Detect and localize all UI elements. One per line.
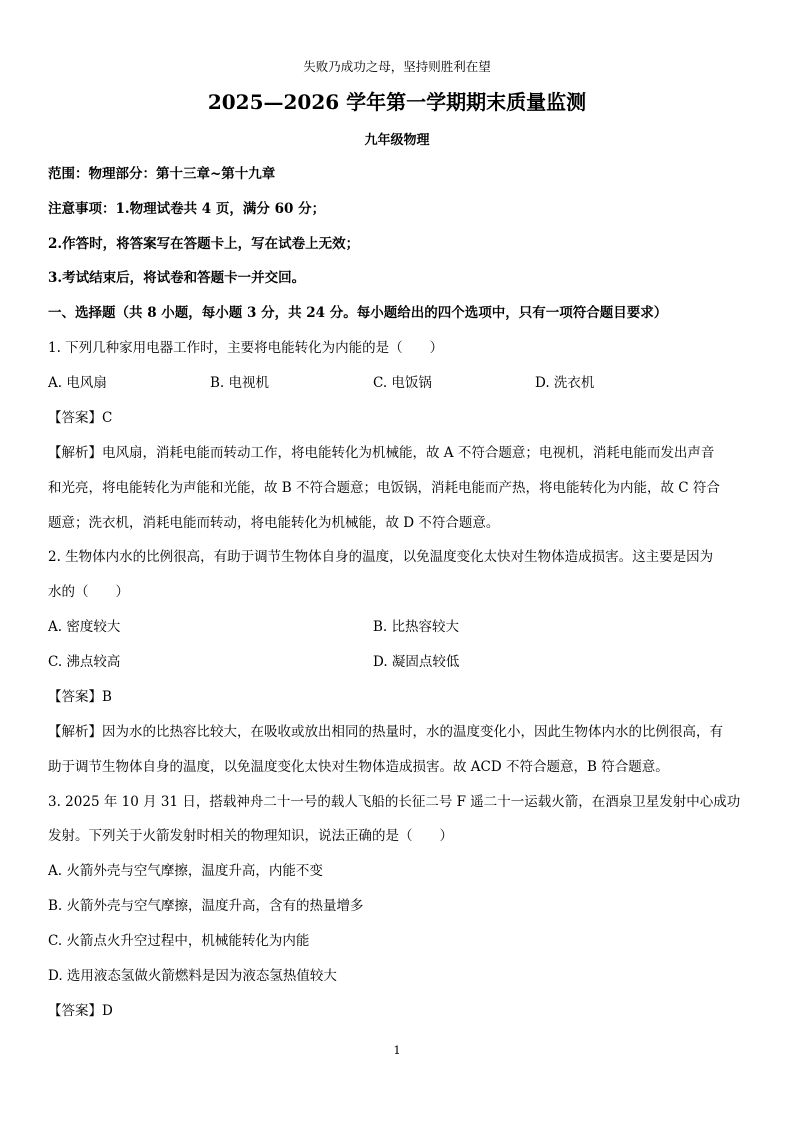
note-2: 2.作答时，将答案写在答题卡上，写在试卷上无效；: [48, 236, 360, 252]
question-2-analysis-line: 【解析】因为水的比热容比较大，在吸收或放出相同的热量时，水的温度变化小，因此生物体内水的比例很高，有: [48, 724, 723, 740]
question-1-analysis-line: 【解析】电风扇，消耗电能而转动工作，将电能转化为机械能，故 A 不符合题意；电视机，消耗电能而发出声音: [48, 445, 715, 461]
question-1-analysis-line: 题意；洗衣机，消耗电能而转动，将电能转化为机械能，故 D 不符合题意。: [48, 515, 500, 531]
question-3-option-a: A. 火箭外壳与空气摩擦，温度升高，内能不变: [48, 863, 323, 879]
question-2-option-a: A. 密度较大: [48, 619, 121, 635]
question-1-option-d: D. 洗衣机: [535, 375, 595, 391]
page-title: 2025—2026 学年第一学期期末质量监测: [207, 90, 587, 114]
question-1-analysis-line: 和光亮，将电能转化为声能和光能，故 B 不符合题意；电饭锅，消耗电能而产热，将电能转化为内能，故 C 符合: [48, 480, 720, 496]
question-3-answer: 【答案】D: [48, 1003, 113, 1019]
question-3-option-b: B. 火箭外壳与空气摩擦，温度升高，含有的热量增多: [48, 898, 364, 914]
question-2-stem-line: 2. 生物体内水的比例很高，有助于调节生物体自身的温度，以免温度变化太快对生物体造成损害。这主要是因为: [48, 549, 714, 565]
subject-subtitle: 九年级物理: [364, 133, 430, 148]
question-1-option-b: B. 电视机: [210, 375, 270, 391]
section-heading: 一、选择题（共 8 小题，每小题 3 分，共 24 分。每小题给出的四个选项中，只有一项符合题目要求）: [48, 305, 668, 321]
question-2-stem-line: 水的（ ）: [48, 584, 129, 600]
question-1-option-a: A. 电风扇: [48, 375, 107, 391]
question-2-analysis-line: 助于调节生物体自身的温度，以免温度变化太快对生物体造成损害。故 ACD 不符合题意，B 符合题意。: [48, 759, 669, 775]
question-3-option-d: D. 选用液态氢做火箭燃料是因为液态氢热值较大: [48, 968, 337, 984]
question-3-stem-line: 发射。下列关于火箭发射时相关的物理知识，说法正确的是（ ）: [48, 828, 453, 844]
question-2-option-b: B. 比热容较大: [373, 619, 460, 635]
question-1-option-c: C. 电饭锅: [373, 375, 432, 391]
note-3: 3.考试结束后，将试卷和答题卡一并交回。: [48, 270, 306, 286]
note-1: 注意事项：1.物理试卷共 4 页，满分 60 分；: [48, 201, 326, 217]
question-3-stem-line: 3. 2025 年 10 月 31 日，搭载神舟二十一号的载人飞船的长征二号 F 遥二十一运载火箭，在酒泉卫星发射中心成功: [48, 794, 741, 810]
question-1-answer: 【答案】C: [48, 410, 113, 426]
exam-range: 范围：物理部分：第十三章~第十九章: [48, 166, 276, 182]
motto: 失败乃成功之母，坚持则胜利在望: [303, 59, 491, 74]
page-number: 1: [393, 1043, 401, 1057]
question-1-stem: 1. 下列几种家用电器工作时，主要将电能转化为内能的是（ ）: [48, 340, 444, 356]
question-3-option-c: C. 火箭点火升空过程中，机械能转化为内能: [48, 933, 310, 949]
question-2-answer: 【答案】B: [48, 689, 112, 705]
question-2-option-d: D. 凝固点较低: [373, 654, 460, 670]
question-2-option-c: C. 沸点较高: [48, 654, 121, 670]
